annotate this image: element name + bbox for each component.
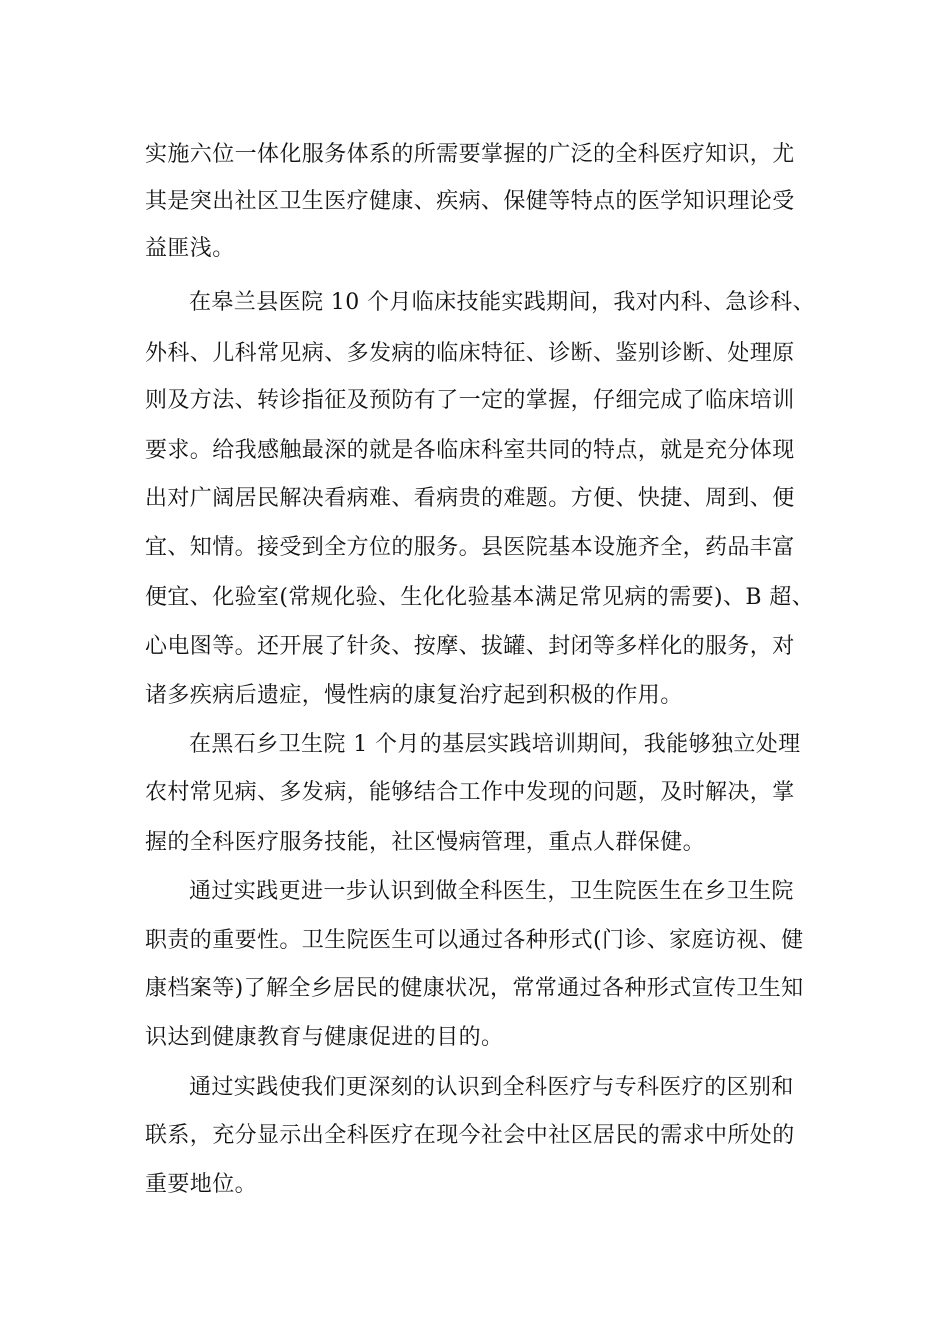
paragraph-line: 益匪浅。 xyxy=(145,236,235,261)
paragraph-line: 重要地位。 xyxy=(145,1172,258,1197)
paragraph-line: 农村常见病、多发病，能够结合工作中发现的问题，及时解决，掌 xyxy=(145,780,795,805)
paragraph-line: 便宜、化验室(常规化验、生化化验基本满足常见病的需要)、B 超、 xyxy=(145,585,815,610)
paragraph-line: 通过实践使我们更深刻的认识到全科医疗与专科医疗的区别和 xyxy=(189,1075,794,1100)
paragraph-line: 通过实践更进一步认识到做全科医生，卫生院医生在乡卫生院 xyxy=(189,879,794,904)
paragraph-line: 则及方法、转诊指征及预防有了一定的掌握，仔细完成了临床培训 xyxy=(145,388,795,413)
paragraph-line: 出对广阔居民解决看病难、看病贵的难题。方便、快捷、周到、便 xyxy=(145,486,795,511)
paragraph-line: 要求。给我感触最深的就是各临床科室共同的特点，就是充分体现 xyxy=(145,438,795,463)
paragraph-line: 宜、知情。接受到全方位的服务。县医院基本设施齐全，药品丰富 xyxy=(145,535,795,560)
paragraph-line: 外科、儿科常见病、多发病的临床特征、诊断、鉴别诊断、处理原 xyxy=(145,341,795,366)
paragraph-line: 其是突出社区卫生医疗健康、疾病、保健等特点的医学知识理论受 xyxy=(145,189,795,214)
paragraph-line: 在皋兰县医院 10 个月临床技能实践期间，我对内科、急诊科、 xyxy=(189,290,815,315)
paragraph-line: 康档案等)了解全乡居民的健康状况，常常通过各种形式宣传卫生知 xyxy=(145,976,804,1001)
paragraph-line: 实施六位一体化服务体系的所需要掌握的广泛的全科医疗知识，尤 xyxy=(145,142,795,167)
paragraph-line: 握的全科医疗服务技能，社区慢病管理，重点人群保健。 xyxy=(145,830,706,855)
paragraph-line: 职责的重要性。卫生院医生可以通过各种形式(门诊、家庭访视、健 xyxy=(145,928,804,953)
paragraph-line: 心电图等。还开展了针灸、按摩、拔罐、封闭等多样化的服务，对 xyxy=(145,634,795,659)
paragraph-line: 识达到健康教育与健康促进的目的。 xyxy=(145,1025,504,1050)
paragraph-line: 诸多疾病后遗症，慢性病的康复治疗起到积极的作用。 xyxy=(145,683,683,708)
paragraph-line: 联系，充分显示出全科医疗在现今社会中社区居民的需求中所处的 xyxy=(145,1123,795,1148)
paragraph-line: 在黑石乡卫生院 1 个月的基层实践培训期间，我能够独立处理 xyxy=(189,732,801,757)
